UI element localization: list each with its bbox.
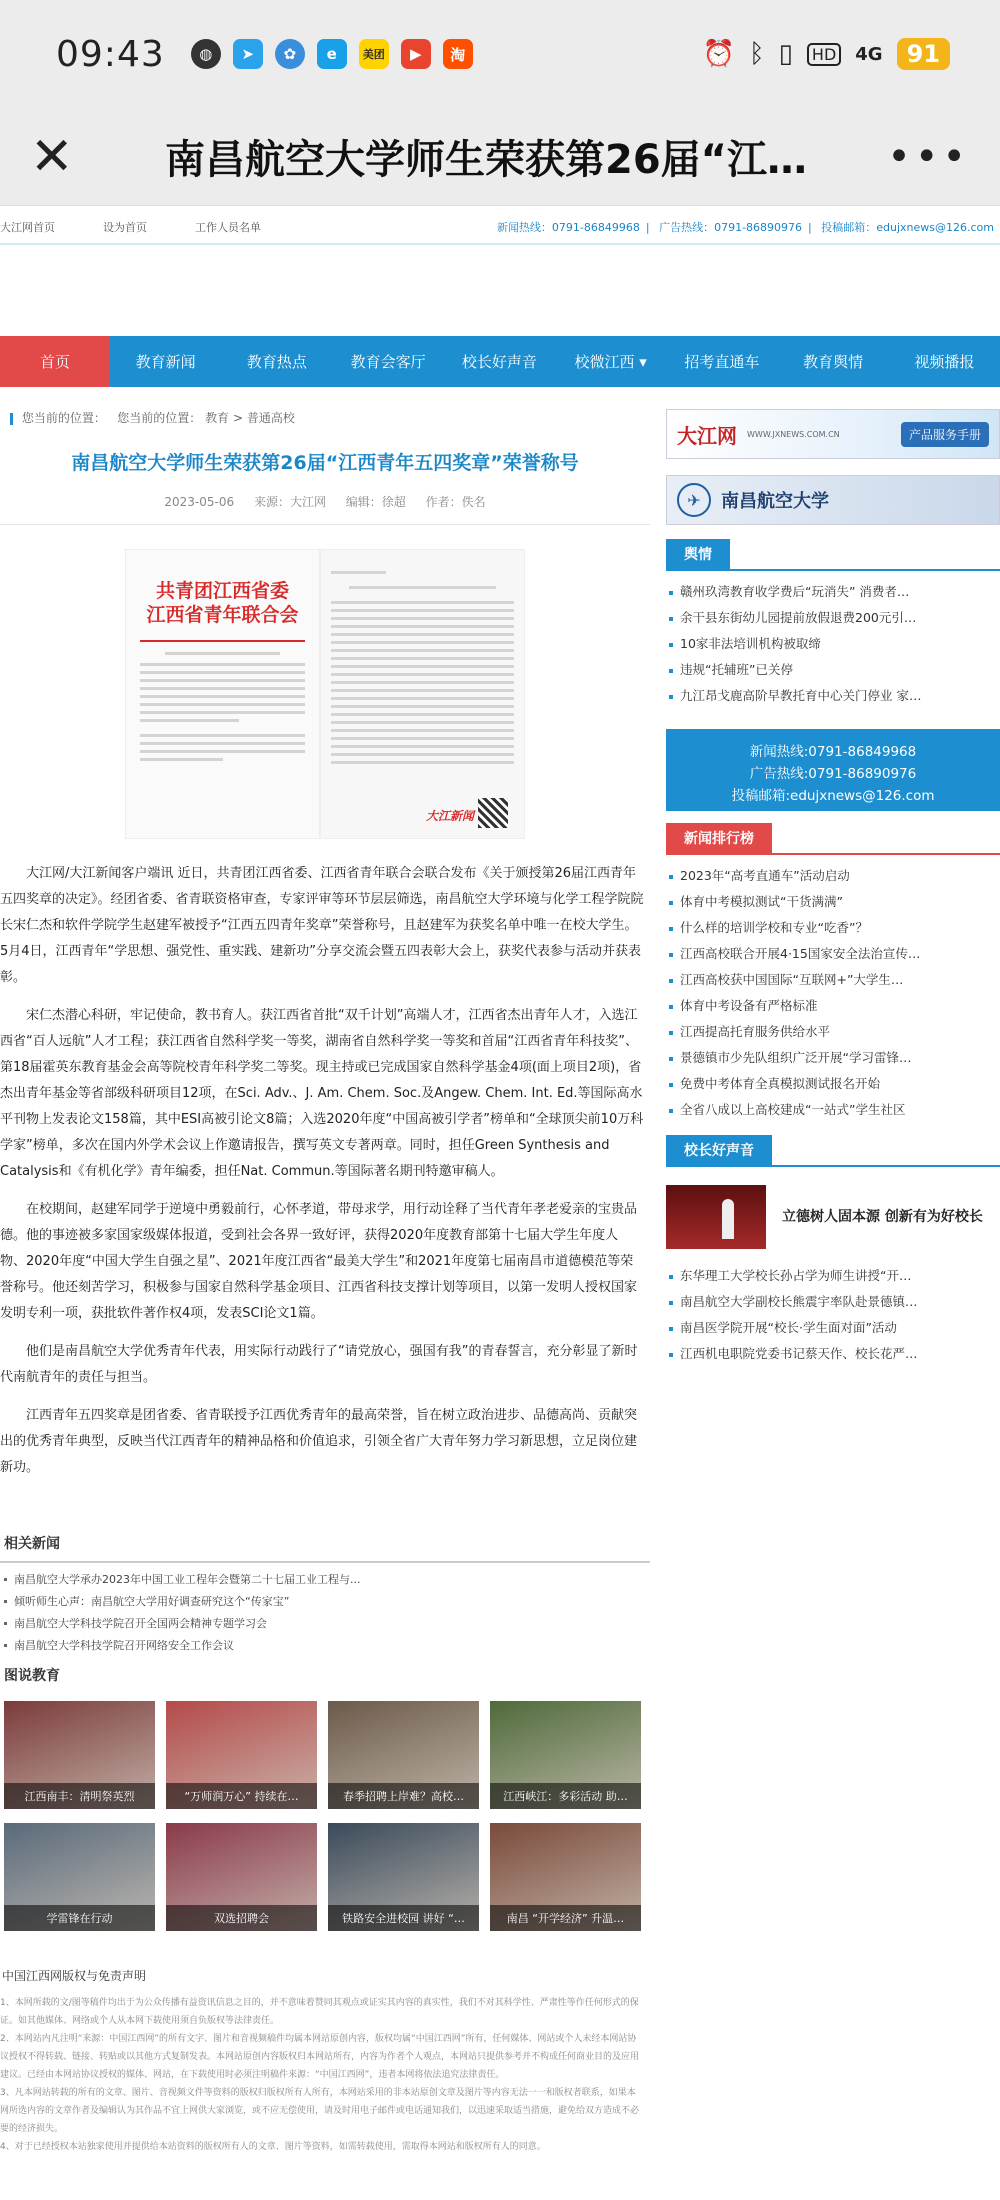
dajiang-banner-logo: 大江网 bbox=[677, 423, 737, 448]
article-title: 南昌航空大学师生荣获第26届“江西青年五四奖章”荣誉称号 bbox=[71, 452, 579, 474]
product-banner[interactable] bbox=[666, 409, 1000, 459]
document-page-1 bbox=[125, 549, 320, 839]
banner-tag: 产品服务手册 bbox=[901, 422, 989, 447]
list-item[interactable]: 景德镇市少先队组织广泛开展“学习雷锋… bbox=[666, 1045, 1000, 1071]
school-banner-name: 南昌航空大学 bbox=[721, 491, 829, 512]
hotbox-ad: 广告热线:0791-86890976 bbox=[749, 766, 917, 782]
list-item[interactable]: 赣州玖湾教育收学费后“玩消失” 消费者… bbox=[666, 579, 1000, 605]
banner-url: WWW.JXNEWS.COM.CN bbox=[747, 429, 840, 439]
home-link[interactable]: 大江网首页 bbox=[0, 220, 55, 234]
article-column bbox=[0, 409, 650, 2156]
picture-caption: 春季招聘上岸难？高校… bbox=[328, 1783, 479, 1809]
close-icon[interactable]: ✕ bbox=[30, 126, 74, 187]
section-heading: 新闻排行榜 bbox=[666, 823, 772, 853]
list-item[interactable]: 10家非法培训机构被取缔 bbox=[666, 631, 1000, 657]
article-meta bbox=[0, 493, 650, 525]
app2-icon: ▶ bbox=[401, 39, 431, 69]
bluetooth-icon: ᛒ bbox=[749, 39, 765, 69]
disclaimer-text: 1、本网所载的文/图等稿件均出于为公众传播有益资讯信息之目的，并不意味着赞同其观点或证实其内容的真实性，我们不对其科学性、严肃性等作任何形式的保证。如其他媒体、网络或个人从本网下载使用须自负版权等法律责任。 bbox=[0, 1998, 639, 2026]
school-banner[interactable] bbox=[666, 475, 1000, 525]
list-item[interactable]: 东华理工大学校长孙占学为师生讲授“开… bbox=[666, 1263, 1000, 1289]
picture-caption: 南昌 “开学经济” 升温… bbox=[490, 1905, 641, 1931]
eleme-icon: e bbox=[317, 39, 347, 69]
submit-email[interactable]: 投稿邮箱：edujxnews@126.com bbox=[821, 220, 994, 234]
list-item[interactable]: 体育中考设备有严格标准 bbox=[666, 993, 1000, 1019]
document-heading: 共青团江西省委 江西省青年联合会 bbox=[146, 580, 299, 626]
article-image bbox=[0, 549, 650, 839]
vibrate-icon: ▯ bbox=[778, 39, 793, 69]
list-item[interactable]: 九江昂戈鹿高阶早教托育中心关门停业 家… bbox=[666, 683, 1000, 709]
hd-icon: HD bbox=[807, 43, 841, 66]
hotbox-news: 新闻热线:0791-86849968 bbox=[749, 744, 917, 760]
disclaimer-text: 4、对于已经授权本站独家使用并提供给本站资料的版权所有人的文章、图片等资料，如需转载使用，需取得本网站和版权所有人的同意。 bbox=[0, 2142, 546, 2152]
staff-list-link[interactable]: 工作人员名单 bbox=[195, 220, 261, 234]
list-item[interactable]: 2023年“高考直通车”活动启动 bbox=[666, 863, 1000, 889]
site-top-bar bbox=[0, 210, 1000, 245]
list-item[interactable]: 体育中考模拟测试“干货满满” bbox=[666, 889, 1000, 915]
picture-card[interactable] bbox=[4, 1701, 155, 1809]
article-paragraph: 宋仁杰潜心科研，牢记使命，教书育人。获江西省首批“双千计划”高端人才，江西省杰出青年人才，入选江西省“百人远航”人才工程；获江西省自然科学奖一等奖，湖南省自然科学奖一等奖和首届“江西省青年科技奖”、第18届霍英东教育基金会高等院校青年科学奖二等奖。现主持或已完成国家自然科学基金4项(面上项目2项)，省杰出青年基金等省部级科研项目12项，在Sci. Adv.、J. Am. Chem. Soc.及Angew. Chem. Int. Ed.等国际高水平刊物上发表论文158篇，其中ESI高被引论文8篇；入选2020年度“中国高被引学者”榜单和“全球顶尖前10万科学家”榜单，多次在国内外学术会议上作邀请报告，撰写英文专著两章。同时，担任Green Synthesis and Catalysis和《有机化学》青年编委，担任Nat. Commun.等国际著名期刊特邀审稿人。 bbox=[0, 1008, 644, 1179]
related-news-item[interactable]: 倾听师生心声：南昌航空大学用好调查研究这个“传家宝” bbox=[0, 1593, 650, 1615]
section-heading: 校长好声音 bbox=[666, 1135, 772, 1165]
content-area bbox=[0, 409, 1000, 2156]
article-author: 作者：佚名 bbox=[425, 495, 486, 509]
related-news-item[interactable]: 南昌航空大学科技学院召开全国两会精神专题学习会 bbox=[0, 1615, 650, 1637]
nav-weibo-jiangxi[interactable]: 校微江西 ▾ bbox=[574, 353, 647, 371]
article-date: 2023-05-06 bbox=[164, 495, 235, 509]
list-item[interactable]: 江西机电职院党委书记蔡天作、校长花严… bbox=[666, 1341, 1000, 1367]
list-item[interactable]: 江西高校联合开展4·15国家安全法治宣传… bbox=[666, 941, 1000, 967]
article-editor: 编辑：徐超 bbox=[345, 495, 406, 509]
status-indicators bbox=[703, 38, 950, 70]
page-title: 南昌航空大学师生荣获第26届“江… bbox=[165, 137, 807, 183]
disclaimer-text: 2、本网站内凡注明“来源：中国江西网”的所有文字、图片和音视频稿件均属本网站原创内容，版权均属“中国江西网”所有，任何媒体、网站或个人未经本网站协议授权不得转载、链接、转贴或以其他方式复制发表。本网站原创内容版权归本网站所有，内容为作者个人观点，本网站只提供参考并不构成任何商业目的及应用建议。已经由本网站协议授权的媒体、网站，在下载使用时必须注明稿件来源：“中国江西网”，违者本网将依法追究法律责任。 bbox=[0, 2034, 640, 2080]
breadcrumb-path[interactable]: 教育 > 普通高校 bbox=[205, 411, 295, 425]
signal-icon: 4G bbox=[855, 43, 883, 65]
breadcrumb-label: 您当前的位置： bbox=[21, 411, 106, 425]
picture-card[interactable] bbox=[4, 1823, 155, 1931]
picture-caption: 铁路安全进校园 讲好 “… bbox=[328, 1905, 479, 1931]
public-opinion-section bbox=[666, 541, 1000, 571]
list-item[interactable]: 什么样的培训学校和专业“吃香”？ bbox=[666, 915, 1000, 941]
picture-card[interactable] bbox=[490, 1701, 641, 1809]
main-nav bbox=[0, 336, 1000, 387]
nav-lounge[interactable]: 教育会客厅 bbox=[350, 353, 426, 371]
hotlines: 新闻热线：0791-86849968 | 广告热线：0791-86890976 | 投稿邮箱：edujxnews@126.com bbox=[496, 220, 994, 234]
picture-card[interactable] bbox=[490, 1823, 641, 1931]
nav-exam[interactable]: 招考直通车 bbox=[684, 353, 760, 371]
disclaimer-text: 3、凡本网站转载的所有的文章、图片、音视频文件等资料的版权归版权所有人所有，本网站采用的非本站原创文章及图片等内容无法一一和版权者联系，如果本网所选内容的文章作者及编辑认为其作品不宜上网供大家浏览，或不应无偿使用，请及时用电子邮件或电话通知我们，以迅速采取适当措施，避免给双方造成不必要的经济损失。 bbox=[0, 2088, 640, 2134]
school-emblem-icon: ✈ bbox=[677, 483, 711, 517]
notification-icons bbox=[191, 39, 473, 69]
picture-card[interactable] bbox=[328, 1701, 479, 1809]
telegram-icon: ➤ bbox=[233, 39, 263, 69]
principal-voice-section bbox=[666, 1137, 1000, 1167]
list-item[interactable]: 江西高校获中国国际“互联网+”大学生… bbox=[666, 967, 1000, 993]
nav-video[interactable]: 视频播报 bbox=[914, 353, 975, 371]
picture-caption: 学雷锋在行动 bbox=[4, 1905, 155, 1931]
public-opinion-list bbox=[666, 579, 1000, 709]
related-news-item[interactable]: 南昌航空大学承办2023年中国工业工程年会暨第二十七届工业工程与... bbox=[0, 1571, 650, 1593]
disclaimer-heading: 中国江西网版权与免责声明 bbox=[2, 1969, 147, 1983]
list-item[interactable]: 江西提高托育服务供给水平 bbox=[666, 1019, 1000, 1045]
more-options-icon[interactable]: ••• bbox=[887, 133, 970, 180]
principal-photo bbox=[666, 1185, 766, 1249]
picture-news-heading: 图说教育 bbox=[4, 1668, 60, 1684]
article-source: 来源：大江网 bbox=[253, 495, 326, 509]
picture-card[interactable] bbox=[328, 1823, 479, 1931]
related-news-list bbox=[0, 1571, 650, 1659]
list-item[interactable]: 全省八成以上高校建成“一站式”学生社区 bbox=[666, 1097, 1000, 1123]
picture-card[interactable] bbox=[166, 1823, 317, 1931]
app-icon: ✿ bbox=[275, 39, 305, 69]
related-news-heading: 相关新闻 bbox=[0, 1533, 650, 1563]
nav-home[interactable]: 首页 bbox=[0, 336, 110, 387]
qr-code bbox=[478, 798, 508, 828]
browser-title-bar bbox=[0, 108, 1000, 206]
status-time: 09:43 bbox=[56, 33, 165, 75]
news-ranking-section bbox=[666, 825, 1000, 855]
article-paragraph: 大江网/大江新闻客户端讯 近日，共青团江西省委、江西省青年联合会联合发布《关于颁授第26届江西青年五四奖章的决定》。经团省委、省青联资格审查，专家评审等环节层层筛选，南昌航空大学环境与化学工程学院院长宋仁杰和软件学院学生赵建军被授予“江西五四青年奖章”荣誉称号，且赵建军为获奖名单中唯一在校大学生。5月4日，江西青年“学思想、强党性、重实践、建新功”分享交流会暨五四表彰大会上，获奖代表参与活动并获表彰。 bbox=[0, 866, 644, 985]
picture-caption: “万师润万心” 持续在… bbox=[166, 1783, 317, 1809]
list-item[interactable]: 南昌医学院开展“校长·学生面对面”活动 bbox=[666, 1315, 1000, 1341]
principal-list bbox=[666, 1263, 1000, 1367]
picture-grid bbox=[4, 1701, 650, 1931]
list-item[interactable]: 南昌航空大学副校长熊震宇率队赴景德镇… bbox=[666, 1289, 1000, 1315]
news-ranking-list bbox=[666, 863, 1000, 1123]
section-heading: 舆情 bbox=[666, 539, 730, 569]
ad-hotline: 广告热线：0791-86890976 bbox=[659, 220, 803, 234]
article-paragraph: 在校期间，赵建军同学于逆境中勇毅前行，心怀孝道，带母求学，用行动诠释了当代青年孝老爱亲的宝贵品德。他的事迹被多家国家级媒体报道，受到社会各界一致好评，获得2020年度教育部第十七届大学生年度人物、2020年度“中国大学生自强之星”、2021年度江西省“最美大学生”和2021年度第七届南昌市道德模范等荣誉称号。他还刻苦学习，积极参与国家自然科学基金项目、江西省科技支撑计划等项目，以第一发明人授权国家发明专利一项，获批软件著作权4项，发表SCI论文1篇。 bbox=[0, 1202, 638, 1321]
article-paragraph: 江西青年五四奖章是团省委、省青联授予江西优秀青年的最高荣誉，旨在树立政治进步、品德高尚、贡献突出的优秀青年典型，反映当代江西青年的精神品格和价值追求，引领全省广大青年努力学习新思想，立足岗位建新功。 bbox=[0, 1408, 638, 1475]
picture-caption: 江西南丰：清明祭英烈 bbox=[4, 1783, 155, 1809]
related-news-item[interactable]: 南昌航空大学科技学院召开网络安全工作会议 bbox=[0, 1637, 650, 1659]
sidebar bbox=[650, 409, 1000, 2156]
alarm-icon: ⏰ bbox=[702, 39, 735, 69]
set-home-link[interactable]: 设为首页 bbox=[103, 220, 147, 234]
status-bar bbox=[0, 0, 1000, 108]
breadcrumb bbox=[0, 409, 650, 426]
nav-public-opinion[interactable]: 教育舆情 bbox=[803, 353, 864, 371]
list-item[interactable]: 免费中考体育全真模拟测试报名开始 bbox=[666, 1071, 1000, 1097]
news-hotline: 新闻热线：0791-86849968 bbox=[496, 220, 640, 234]
picture-card[interactable] bbox=[166, 1701, 317, 1809]
picture-caption: 双选招聘会 bbox=[166, 1905, 317, 1931]
principal-feature[interactable] bbox=[666, 1185, 1000, 1249]
principal-feature-title: 立德树人固本源 创新有为好校长 bbox=[782, 1209, 983, 1225]
picture-caption: 江西峡江：多彩活动 助… bbox=[490, 1783, 641, 1809]
hotline-box bbox=[666, 729, 1000, 811]
meituan-icon: 美团 bbox=[359, 39, 389, 69]
battery-icon: 91 bbox=[897, 38, 950, 70]
list-item[interactable]: 余干县东街幼儿园提前放假退费200元引… bbox=[666, 605, 1000, 631]
list-item[interactable]: 违规“托辅班”已关停 bbox=[666, 657, 1000, 683]
taobao-icon: 淘 bbox=[443, 39, 473, 69]
vpn-icon: ◍ bbox=[191, 39, 221, 69]
hotbox-email[interactable]: 投稿邮箱:edujxnews@126.com bbox=[731, 788, 935, 804]
nav-hot-topics[interactable]: 教育热点 bbox=[246, 353, 307, 371]
dajiang-logo: 大江新闻 bbox=[425, 809, 474, 823]
document-page-2 bbox=[320, 549, 525, 839]
nav-principal-voice[interactable]: 校长好声音 bbox=[461, 353, 537, 371]
nav-education-news[interactable]: 教育新闻 bbox=[135, 353, 196, 371]
breadcrumb-marker bbox=[10, 413, 13, 425]
breadcrumb-label-2: 您当前的位置： bbox=[117, 411, 202, 425]
article-paragraph: 他们是南昌航空大学优秀青年代表，用实际行动践行了“请党放心，强国有我”的青春誓言，充分彰显了新时代南航青年的责任与担当。 bbox=[0, 1344, 638, 1385]
